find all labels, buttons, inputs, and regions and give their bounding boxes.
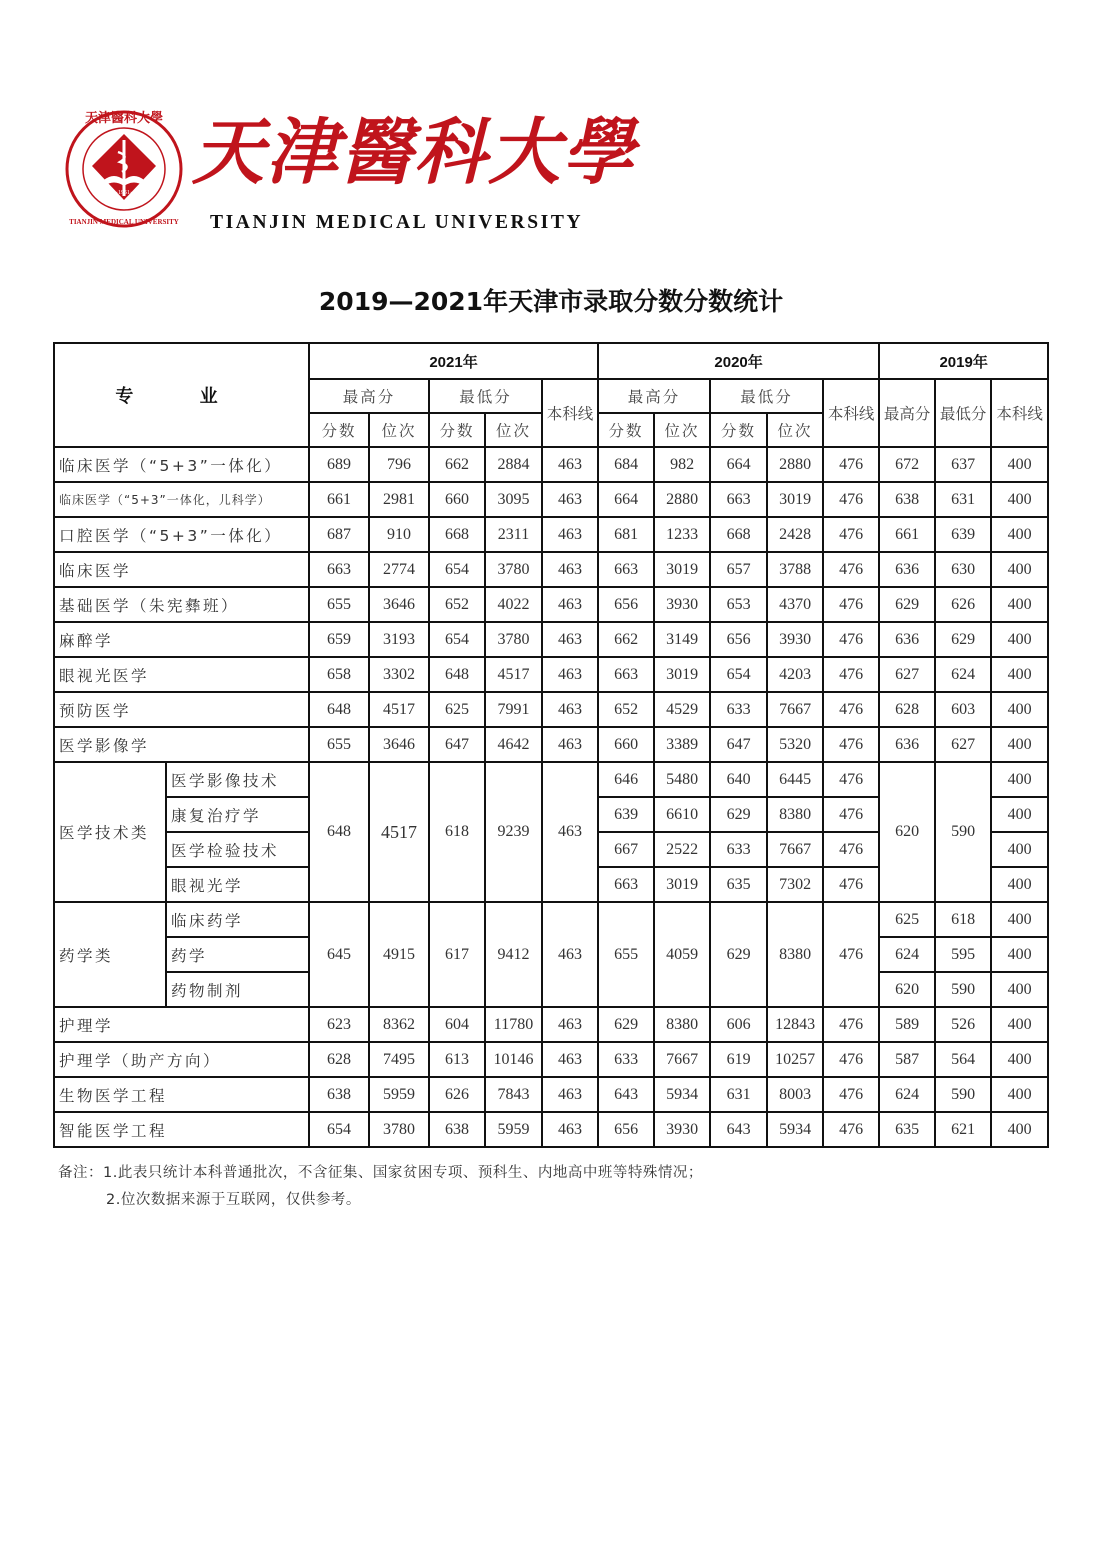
table-cell: 633 [598,1042,654,1077]
table-cell: 476 [823,867,879,902]
table-cell: 661 [879,517,935,552]
table-cell: 9412 [485,902,542,1007]
table-cell: 4370 [767,587,823,622]
table-cell: 639 [598,797,654,832]
table-cell: 4517 [485,657,542,692]
table-cell: 7495 [369,1042,429,1077]
table-cell: 6445 [767,762,823,797]
table-row [54,622,1048,657]
table-cell: 400 [991,1077,1048,1112]
table-cell: 463 [542,727,598,762]
major-name: 口腔医学（“5+3”一体化） [54,517,309,552]
table-cell: 4517 [369,762,429,902]
table-cell: 8003 [767,1077,823,1112]
table-cell: 648 [309,762,369,902]
table-cell: 9239 [485,762,542,902]
table-cell: 659 [309,622,369,657]
table-cell: 681 [598,517,654,552]
table-cell: 4529 [654,692,710,727]
rank-header: 位次 [485,413,542,447]
table-cell: 638 [429,1112,485,1147]
table-cell: 655 [309,587,369,622]
year-header-2021: 2021年 [309,343,598,379]
table-cell: 3019 [654,867,710,902]
table-cell: 587 [879,1042,935,1077]
svg-text:·1951·: ·1951· [116,190,132,196]
table-cell: 654 [429,622,485,657]
table-cell: 648 [309,692,369,727]
table-cell: 646 [598,762,654,797]
score-header: 分数 [429,413,485,447]
table-cell: 400 [991,1112,1048,1147]
table-cell: 635 [879,1112,935,1147]
table-cell: 3019 [767,482,823,517]
table-cell: 662 [598,622,654,657]
table-cell: 400 [991,622,1048,657]
table-cell: 658 [309,657,369,692]
table-cell: 463 [542,1077,598,1112]
sub-major-name: 临床药学 [166,902,309,937]
sub-major-name: 康复治疗学 [166,797,309,832]
footnote-1: 备注：1.此表只统计本科普通批次，不含征集、国家贫困专项、预科生、内地高中班等特殊情况； [58,1165,703,1181]
table-cell: 655 [598,902,654,1007]
table-cell: 668 [429,517,485,552]
sub-major-name: 眼视光学 [166,867,309,902]
table-cell: 400 [991,1042,1048,1077]
table-cell: 662 [429,447,485,482]
major-name: 护理学 [54,1007,309,1042]
table-cell: 12843 [767,1007,823,1042]
rank-header: 位次 [369,413,429,447]
table-body-main [54,447,1048,762]
table-cell: 633 [710,832,767,867]
table-cell: 11780 [485,1007,542,1042]
table-cell: 796 [369,447,429,482]
table-cell: 3389 [654,727,710,762]
table-cell: 463 [542,1042,598,1077]
table-cell: 3646 [369,587,429,622]
table-cell: 400 [991,727,1048,762]
footnotes [58,1160,703,1214]
table-cell: 638 [879,482,935,517]
min-score-header: 最低分 [935,379,991,447]
major-name: 基础医学（朱宪彝班） [54,587,309,622]
table-cell: 400 [991,517,1048,552]
table-cell: 476 [823,832,879,867]
table-cell: 629 [879,587,935,622]
table-cell: 400 [991,972,1048,1007]
min-score-header: 最低分 [710,379,823,413]
table-cell: 667 [598,832,654,867]
table-cell: 3019 [654,552,710,587]
table-cell: 631 [935,482,991,517]
table-cell: 4915 [369,902,429,1007]
table-cell: 620 [879,972,935,1007]
table-cell: 624 [879,1077,935,1112]
table-row [54,517,1048,552]
table-cell: 627 [935,727,991,762]
table-row [54,762,1048,797]
table-cell: 4203 [767,657,823,692]
major-name: 临床医学（“5+3”一体化） [54,447,309,482]
table-row [54,727,1048,762]
table-cell: 2880 [654,482,710,517]
table-cell: 619 [710,1042,767,1077]
table-cell: 628 [879,692,935,727]
table-cell: 463 [542,762,598,902]
table-cell: 620 [879,762,935,902]
table-cell: 476 [823,587,879,622]
rank-header: 位次 [767,413,823,447]
table-cell: 664 [710,447,767,482]
table-cell: 7667 [767,692,823,727]
table-cell: 655 [309,727,369,762]
table-cell: 7667 [654,1042,710,1077]
university-name-cn: 天津醫科大學 [192,109,637,194]
table-cell: 630 [935,552,991,587]
max-score-header: 最高分 [879,379,935,447]
table-cell: 400 [991,937,1048,972]
table-row [54,692,1048,727]
table-cell: 4642 [485,727,542,762]
table-cell: 643 [598,1077,654,1112]
table-cell: 463 [542,517,598,552]
table-cell: 3193 [369,622,429,657]
max-score-header: 最高分 [598,379,710,413]
table-cell: 639 [935,517,991,552]
major-name: 临床医学（“5+3”一体化，儿科学） [54,482,309,517]
group-name: 医学技术类 [54,762,166,902]
table-cell: 463 [542,1112,598,1147]
table-cell: 656 [710,622,767,657]
major-name: 眼视光医学 [54,657,309,692]
table-cell: 7302 [767,867,823,902]
table-cell: 684 [598,447,654,482]
table-row [54,447,1048,482]
table-cell: 652 [598,692,654,727]
table-cell: 647 [710,727,767,762]
table-cell: 10257 [767,1042,823,1077]
table-cell: 618 [429,762,485,902]
table-group-medtech [54,762,1048,902]
year-header-2019: 2019年 [879,343,1048,379]
table-cell: 2774 [369,552,429,587]
table-cell: 476 [823,797,879,832]
table-cell: 463 [542,622,598,657]
table-cell: 2522 [654,832,710,867]
table-cell: 476 [823,552,879,587]
table-cell: 476 [823,1007,879,1042]
table-cell: 400 [991,657,1048,692]
table-cell: 663 [598,867,654,902]
sub-major-name: 医学影像技术 [166,762,309,797]
table-cell: 2428 [767,517,823,552]
table-cell: 400 [991,902,1048,937]
sub-major-name: 药学 [166,937,309,972]
table-cell: 663 [598,552,654,587]
table-cell: 624 [879,937,935,972]
table-cell: 663 [309,552,369,587]
rank-header: 位次 [654,413,710,447]
table-row [54,1007,1048,1042]
table-cell: 661 [309,482,369,517]
table-cell: 5480 [654,762,710,797]
table-cell: 3930 [654,587,710,622]
table-cell: 463 [542,692,598,727]
table-cell: 656 [598,1112,654,1147]
table-cell: 629 [598,1007,654,1042]
svg-text:TIANJIN MEDICAL UNIVERSITY: TIANJIN MEDICAL UNIVERSITY [69,218,179,226]
table-body-tail [54,1007,1048,1147]
table-cell: 633 [710,692,767,727]
table-cell: 476 [823,517,879,552]
table-cell: 2884 [485,447,542,482]
year-header-2020: 2020年 [598,343,879,379]
table-cell: 689 [309,447,369,482]
major-name: 护理学（助产方向） [54,1042,309,1077]
table-cell: 400 [991,482,1048,517]
table-cell: 5959 [485,1112,542,1147]
max-score-header: 最高分 [309,379,429,413]
svg-text:天津醫科大學: 天津醫科大學 [84,111,164,126]
table-cell: 982 [654,447,710,482]
table-cell: 6610 [654,797,710,832]
table-cell: 3780 [485,622,542,657]
table-cell: 2311 [485,517,542,552]
table-cell: 463 [542,552,598,587]
table-cell: 910 [369,517,429,552]
table-cell: 3780 [369,1112,429,1147]
table-cell: 603 [935,692,991,727]
table-cell: 4517 [369,692,429,727]
table-cell: 647 [429,727,485,762]
table-cell: 3019 [654,657,710,692]
table-cell: 631 [710,1077,767,1112]
table-cell: 654 [309,1112,369,1147]
table-cell: 654 [429,552,485,587]
table-cell: 8380 [767,797,823,832]
table-row [54,587,1048,622]
table-cell: 476 [823,1077,879,1112]
table-cell: 463 [542,657,598,692]
table-cell: 628 [309,1042,369,1077]
table-cell: 663 [598,657,654,692]
table-cell: 8362 [369,1007,429,1042]
table-cell: 463 [542,482,598,517]
table-cell: 3646 [369,727,429,762]
table-cell: 476 [823,482,879,517]
major-name: 医学影像学 [54,727,309,762]
major-name: 临床医学 [54,552,309,587]
table-cell: 629 [710,797,767,832]
page-title: 2019—2021年天津市录取分数分数统计 [318,287,784,316]
table-cell: 663 [710,482,767,517]
group-name: 药学类 [54,902,166,1007]
table-row [54,657,1048,692]
table-cell: 660 [598,727,654,762]
table-row [54,552,1048,587]
table-cell: 476 [823,692,879,727]
table-cell: 604 [429,1007,485,1042]
table-row [54,902,1048,937]
table-cell: 8380 [767,902,823,1007]
table-row [54,1042,1048,1077]
table-cell: 7991 [485,692,542,727]
table-row [54,482,1048,517]
table-cell: 564 [935,1042,991,1077]
table-cell: 668 [710,517,767,552]
table-cell: 3788 [767,552,823,587]
table-cell: 400 [991,1007,1048,1042]
baseline-header: 本科线 [542,379,598,447]
table-cell: 623 [309,1007,369,1042]
baseline-header: 本科线 [823,379,879,447]
table-cell: 400 [991,552,1048,587]
table-cell: 5934 [767,1112,823,1147]
table-cell: 636 [879,552,935,587]
table-cell: 3302 [369,657,429,692]
table-cell: 627 [879,657,935,692]
table-cell: 2880 [767,447,823,482]
table-cell: 7843 [485,1077,542,1112]
min-score-header: 最低分 [429,379,542,413]
table-cell: 626 [935,587,991,622]
table-cell: 3930 [767,622,823,657]
table-cell: 400 [991,832,1048,867]
table-cell: 621 [935,1112,991,1147]
table-cell: 613 [429,1042,485,1077]
table-cell: 476 [823,1042,879,1077]
table-cell: 10146 [485,1042,542,1077]
table-cell: 640 [710,762,767,797]
score-header: 分数 [598,413,654,447]
table-cell: 476 [823,447,879,482]
table-cell: 400 [991,692,1048,727]
table-cell: 476 [823,727,879,762]
major-header: 专 业 [54,343,309,447]
table-cell: 654 [710,657,767,692]
table-cell: 476 [823,1112,879,1147]
footnote-2: 2.位次数据来源于互联网，仅供参考。 [106,1192,361,1208]
table-cell: 656 [598,587,654,622]
table-cell: 400 [991,867,1048,902]
table-row [54,1112,1048,1147]
table-cell: 635 [710,867,767,902]
table-cell: 626 [429,1077,485,1112]
table-cell: 476 [823,762,879,797]
major-name: 麻醉学 [54,622,309,657]
table-cell: 5320 [767,727,823,762]
table-cell: 4059 [654,902,710,1007]
admission-score-table [53,342,1049,1148]
score-header: 分数 [710,413,767,447]
baseline-header: 本科线 [991,379,1048,447]
table-cell: 687 [309,517,369,552]
table-cell: 625 [879,902,935,937]
table-cell: 629 [935,622,991,657]
table-cell: 3930 [654,1112,710,1147]
table-cell: 643 [710,1112,767,1147]
university-name-en: TIANJIN MEDICAL UNIVERSITY [210,212,584,233]
table-cell: 463 [542,902,598,1007]
table-cell: 463 [542,447,598,482]
table-cell: 526 [935,1007,991,1042]
table-cell: 595 [935,937,991,972]
table-cell: 400 [991,447,1048,482]
table-cell: 476 [823,657,879,692]
table-cell: 589 [879,1007,935,1042]
table-cell: 2981 [369,482,429,517]
table-cell: 590 [935,762,991,902]
table-cell: 636 [879,727,935,762]
table-cell: 4022 [485,587,542,622]
table-cell: 463 [542,1007,598,1042]
table-cell: 629 [710,902,767,1007]
table-cell: 606 [710,1007,767,1042]
major-name: 生物医学工程 [54,1077,309,1112]
table-cell: 400 [991,587,1048,622]
table-cell: 652 [429,587,485,622]
table-cell: 5959 [369,1077,429,1112]
table-cell: 400 [991,797,1048,832]
table-cell: 660 [429,482,485,517]
sub-major-name: 药物制剂 [166,972,309,1007]
table-cell: 664 [598,482,654,517]
table-cell: 590 [935,972,991,1007]
table-row [54,1077,1048,1112]
table-cell: 3095 [485,482,542,517]
table-cell: 617 [429,902,485,1007]
major-name: 智能医学工程 [54,1112,309,1147]
table-cell: 645 [309,902,369,1007]
table-cell: 5934 [654,1077,710,1112]
major-name: 预防医学 [54,692,309,727]
table-cell: 657 [710,552,767,587]
table-cell: 638 [309,1077,369,1112]
score-header: 分数 [309,413,369,447]
table-cell: 637 [935,447,991,482]
table-cell: 3780 [485,552,542,587]
table-cell: 590 [935,1077,991,1112]
table-group-pharmacy [54,902,1048,1007]
sub-major-name: 医学检验技术 [166,832,309,867]
table-cell: 400 [991,762,1048,797]
table-cell: 7667 [767,832,823,867]
table-cell: 3149 [654,622,710,657]
table-cell: 463 [542,587,598,622]
table-cell: 672 [879,447,935,482]
university-seal-logo [64,100,184,238]
table-cell: 624 [935,657,991,692]
table-cell: 476 [823,902,879,1007]
table-cell: 618 [935,902,991,937]
table-cell: 653 [710,587,767,622]
table-cell: 1233 [654,517,710,552]
table-cell: 8380 [654,1007,710,1042]
table-cell: 648 [429,657,485,692]
table-cell: 476 [823,622,879,657]
table-cell: 636 [879,622,935,657]
table-cell: 625 [429,692,485,727]
